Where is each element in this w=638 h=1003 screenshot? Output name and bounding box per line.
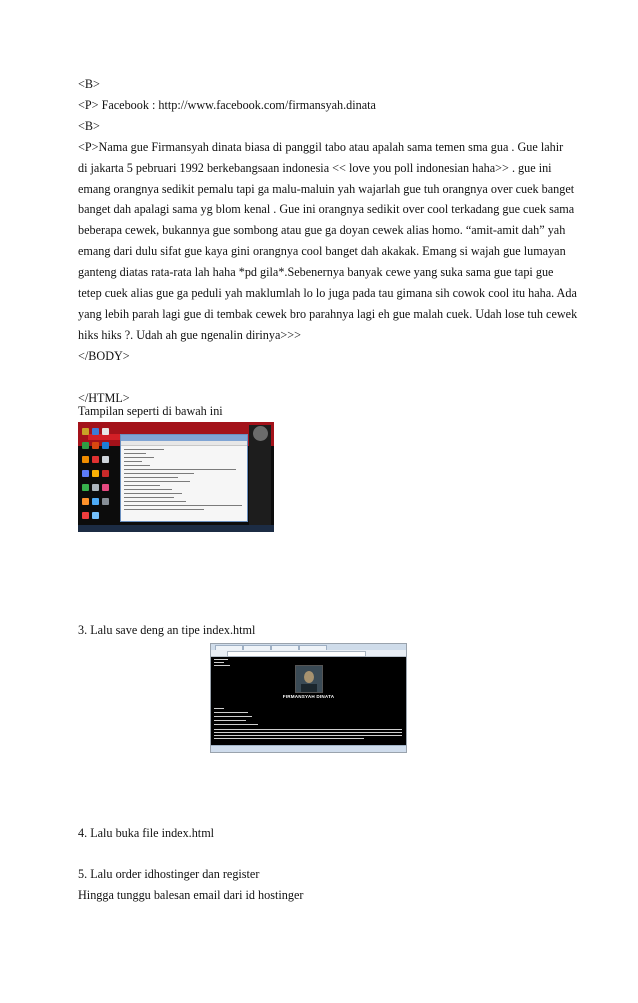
windows-taskbar xyxy=(78,525,274,532)
code-line: emang dari dulu sifat gue kaya gini orangnya cool banget dah akakak. Emang si wajah gue lumayan xyxy=(78,244,566,259)
browser-result-screenshot xyxy=(210,643,407,753)
desktop-icon xyxy=(92,498,99,505)
step-5-line: 5. Lalu order idhostinger dan register xyxy=(78,867,260,881)
step-5-line: Hingga tunggu balesan email dari id hostinger xyxy=(78,887,304,902)
code-line: banget dah apalagi sama yg blom kenal . Gue ini orangnya sedikit over cool terkadang gue cuek sama xyxy=(78,202,575,217)
desktop-icon xyxy=(92,484,99,491)
profile-photo xyxy=(295,665,323,693)
windows-taskbar xyxy=(211,745,406,752)
desktop-icon xyxy=(82,470,89,477)
html-code-listing xyxy=(78,74,578,409)
desktop-icon xyxy=(92,456,99,463)
code-line: <B> xyxy=(78,118,100,133)
code-line: ganteng diatas rata-rata lah haha *pd gila*.Sebenernya banyak cewe yang suka sama gue tapi gue xyxy=(78,265,554,280)
caption-tampilan: Tampilan seperti di bawah ini xyxy=(78,404,223,418)
code-line: <B> xyxy=(78,77,100,91)
desktop-icon xyxy=(82,442,89,449)
desktop-icon xyxy=(82,456,89,463)
code-line: beberapa cewek, bukannya gue sombong atau gue ga doyan cewek alias homo. “amit-amit dah” yah xyxy=(78,223,566,238)
code-line: yang lebih parah lagi gue di tembak cewek bro parahnya lagi eh gue malah cuek. Udah lose tuh cewek xyxy=(78,306,578,321)
desktop-icon xyxy=(92,442,99,449)
desktop-notepad-screenshot xyxy=(78,422,274,532)
notepad-menu-bar xyxy=(121,441,247,446)
code-line: hiks hiks ?. Udah ah gue ngenalin dirinya>>> xyxy=(78,327,302,342)
notepad-window xyxy=(120,434,248,522)
code-line: emang orangnya sedikit pemalu tapi ga malu-maluin yah wajarlah gue tuh orangnya over cuek banget xyxy=(78,181,575,196)
desktop-icon xyxy=(82,498,89,505)
code-line: tetep cuek alias gue ga peduli yah maklumlah lo lo juga pada tau gimana sih cowok cool itu haha. Ada xyxy=(78,286,577,301)
desktop-icon xyxy=(102,470,109,477)
desktop-icon xyxy=(102,442,109,449)
step-3-text: 3. Lalu save deng an tipe index.html xyxy=(78,623,256,637)
desktop-icon xyxy=(82,484,89,491)
desktop-icon xyxy=(92,512,99,519)
desktop-icon xyxy=(82,512,89,519)
step-5-text xyxy=(78,864,578,906)
desktop-icon xyxy=(92,428,99,435)
desktop-icon xyxy=(92,470,99,477)
desktop-icon xyxy=(82,428,89,435)
code-line: </BODY> xyxy=(78,348,130,363)
browser-url-field xyxy=(227,651,366,657)
code-line: </HTML> xyxy=(78,390,130,405)
desktop-icon xyxy=(102,428,109,435)
desktop-icon xyxy=(102,484,109,491)
desktop-icon xyxy=(102,498,109,505)
gadget-avatar xyxy=(253,426,268,441)
code-line: <P> Facebook : http://www.facebook.com/firmansyah.dinata xyxy=(78,97,376,112)
code-line: <P>Nama gue Firmansyah dinata biasa di panggil tabo atau apalah sama temen sma gua . Gue lahir xyxy=(78,139,564,154)
code-line: di jakarta 5 pebruari 1992 berkebangsaan indonesia << love you poll indonesian haha>> . gue ini xyxy=(78,160,552,175)
profile-name-heading: FIRMANSYAH DINATA xyxy=(282,694,335,699)
code-line xyxy=(78,367,578,388)
step-4-text: 4. Lalu buka file index.html xyxy=(78,826,215,840)
desktop-icon xyxy=(102,456,109,463)
